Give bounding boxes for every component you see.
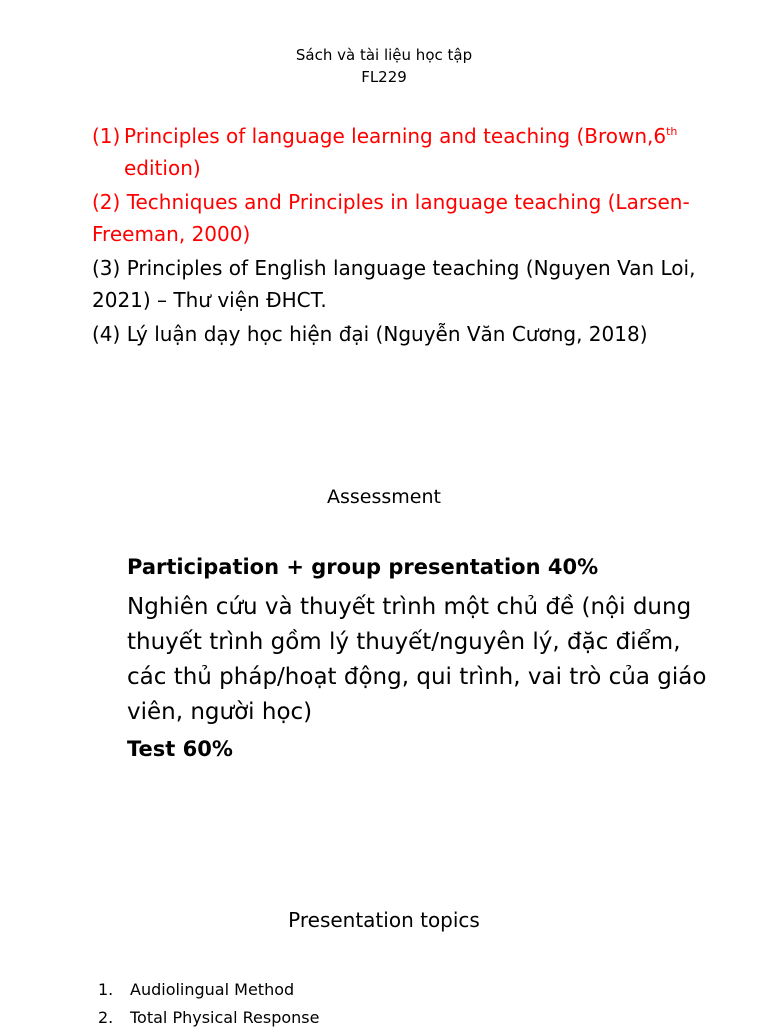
participation-line: Participation + group presentation 40% bbox=[127, 555, 599, 579]
topic-item-1 bbox=[98, 976, 698, 1004]
slide1-title-line2: FL229 bbox=[361, 68, 407, 86]
reference-superscript: th bbox=[666, 125, 678, 138]
reference-number: (1) bbox=[92, 124, 121, 148]
slide1-title bbox=[0, 44, 768, 88]
reference-list bbox=[92, 120, 732, 352]
slide1-title-line1: Sách và tài liệu học tập bbox=[295, 46, 473, 64]
reference-item-4: (4) Lý luận dạy học hiện đại (Nguyễn Văn Cương, 2018) bbox=[92, 322, 648, 346]
topic-item-2 bbox=[98, 1004, 698, 1032]
slide2-title: Assessment bbox=[327, 486, 441, 508]
topic-number: 2. bbox=[98, 1008, 114, 1027]
reference-item-1 bbox=[92, 120, 732, 184]
reference-text-after: edition) bbox=[124, 156, 201, 180]
test-line: Test 60% bbox=[127, 737, 233, 761]
topic-number: 1. bbox=[98, 980, 114, 999]
reference-item-2: (2) Techniques and Principles in language teaching (Larsen-Freeman, 2000) bbox=[92, 190, 690, 246]
reference-item-3: (3) Principles of English language teaching (Nguyen Van Loi, 2021) – Thư viện ĐHCT. bbox=[92, 256, 696, 312]
assessment-body bbox=[127, 550, 727, 766]
topic-label: Audiolingual Method bbox=[130, 980, 295, 999]
slide3-title: Presentation topics bbox=[288, 908, 480, 932]
reference-text: Principles of language learning and teaching (Brown,6 bbox=[124, 124, 667, 148]
topic-label: Total Physical Response bbox=[130, 1008, 320, 1027]
assessment-description: Nghiên cứu và thuyết trình một chủ đề (nội dung thuyết trình gồm lý thuyết/nguyên lý, đặc điểm, các thủ pháp/hoạt động, qui trình, vai trò của giáo viên, người học) bbox=[127, 594, 707, 725]
